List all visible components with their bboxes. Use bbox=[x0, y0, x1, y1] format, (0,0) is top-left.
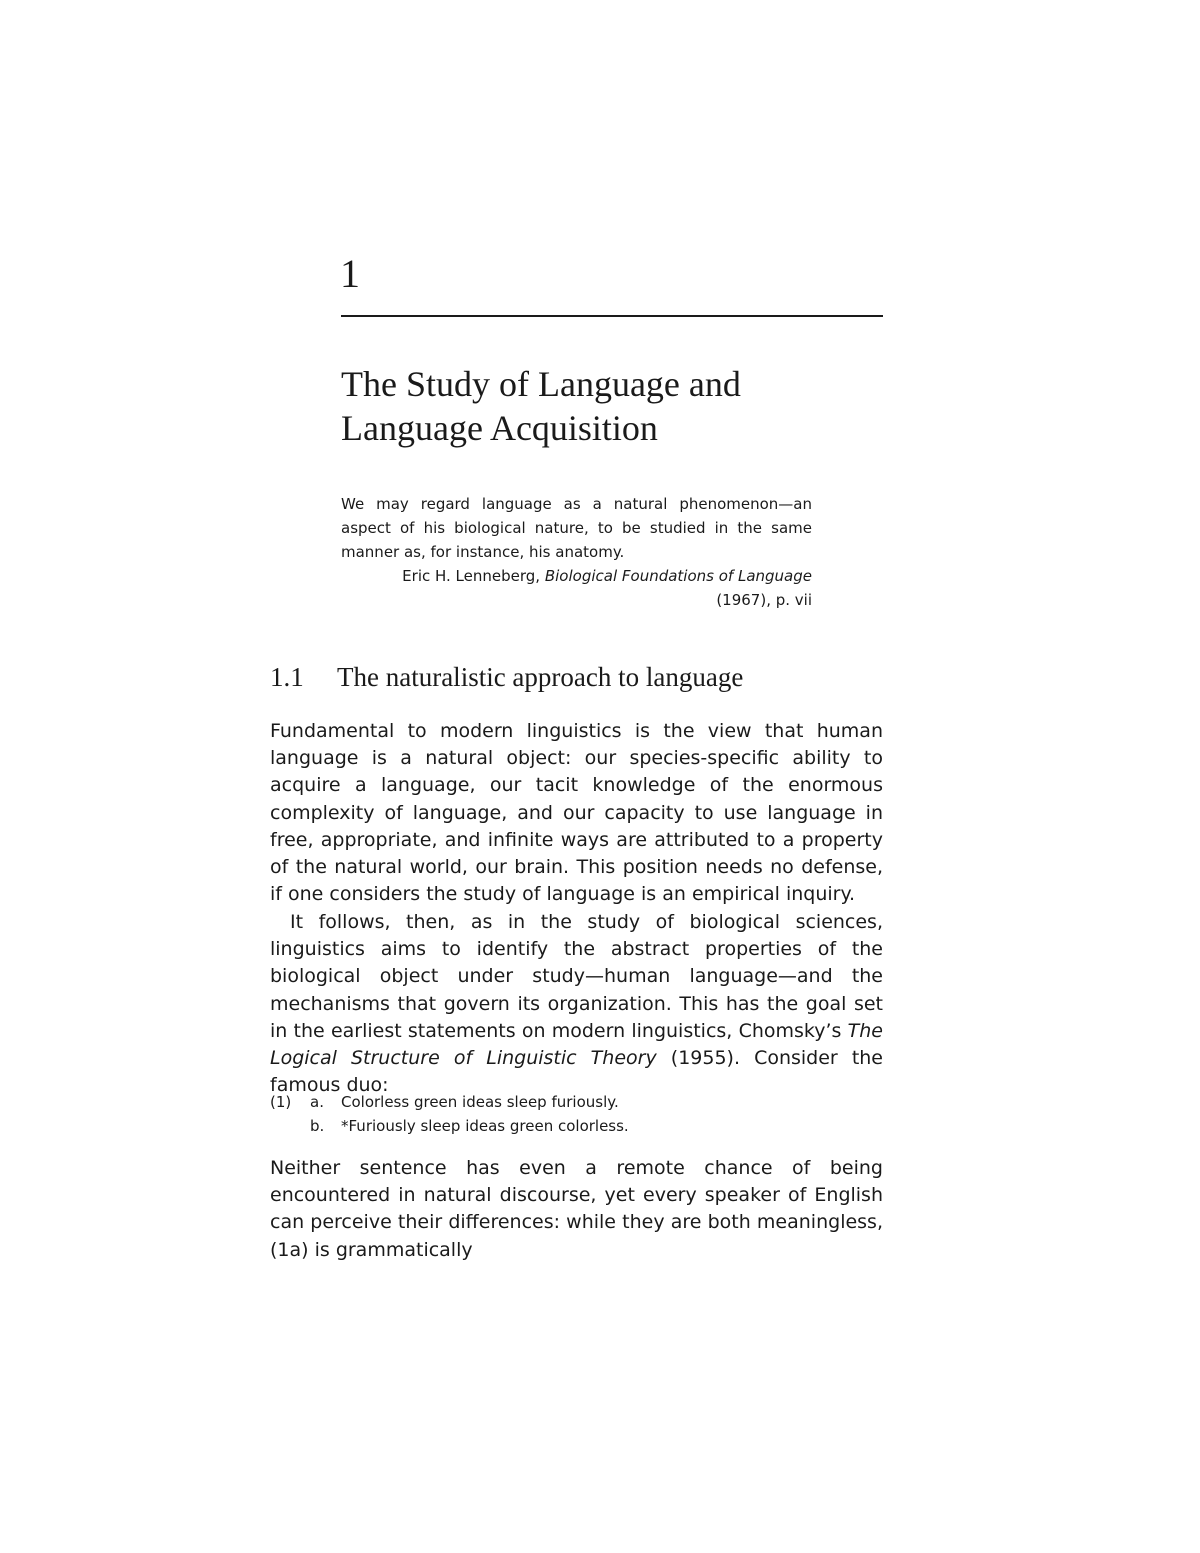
epigraph-year-page: (1967), p. vii bbox=[716, 591, 812, 609]
paragraph-1: Fundamental to modern linguistics is the view that human language is a natural object: our species-specific ability to acquire a language, our tacit knowledge of the enormous complexity of language, and our capacity to use language in free, appropriate, and infinite ways are attributed to a property of the natural world, our brain. This position needs no defense, if one considers the study of language is an empirical inquiry. bbox=[270, 720, 883, 906]
section-number: 1.1 bbox=[270, 662, 304, 692]
epigraph-quote: We may regard language as a natural phenomenon—an aspect of his biological nature, to be studied in the same manner as, for instance, his anatomy. bbox=[341, 495, 812, 561]
paragraph-2-end: (1955). Consider the famous duo: bbox=[270, 1047, 883, 1097]
example-item-a bbox=[270, 1090, 629, 1114]
section-title: The naturalistic approach to language bbox=[337, 662, 744, 692]
example-text: Colorless green ideas sleep furiously. bbox=[341, 1093, 619, 1111]
example-text: *Furiously sleep ideas green colorless. bbox=[341, 1117, 629, 1135]
epigraph-attribution bbox=[341, 564, 812, 612]
example-letter: a. bbox=[310, 1093, 324, 1111]
cited-work-title: The Logical Structure of Linguistic Theory bbox=[270, 1019, 883, 1070]
epigraph-attribution-line-1 bbox=[341, 564, 812, 588]
epigraph bbox=[341, 492, 812, 612]
chapter-title-line-1: The Study of Language and bbox=[341, 364, 741, 404]
example-item-b bbox=[270, 1114, 629, 1138]
example-list bbox=[270, 1090, 629, 1138]
example-number-spacer bbox=[270, 1114, 310, 1138]
chapter-number: 1 bbox=[340, 251, 360, 296]
chapter-title-line-2: Language Acquisition bbox=[341, 408, 658, 448]
paragraph-3: Neither sentence has even a remote chance of being encountered in natural discourse, yet every speaker of English can perceive their differences: while they are both meaningless, (1a) is grammatically bbox=[270, 1157, 883, 1261]
section-heading bbox=[270, 660, 743, 694]
paragraph-2-start: It follows, then, as in the study of biological sciences, linguistics aims to identify the abstract properties of the biological object under study—human language—and the mechanisms that govern its organization. This has the goal set in the earliest statements on modern linguistics, Chomsky’s bbox=[270, 911, 883, 1042]
epigraph-author: Eric H. Lenneberg, bbox=[402, 567, 541, 585]
chapter-rule bbox=[341, 315, 883, 317]
chapter-title bbox=[341, 362, 901, 450]
example-number: (1) bbox=[270, 1093, 292, 1111]
epigraph-work-title: Biological Foundations of Language bbox=[544, 567, 812, 585]
example-letter: b. bbox=[310, 1117, 325, 1135]
paragraph-2 bbox=[270, 909, 883, 1099]
